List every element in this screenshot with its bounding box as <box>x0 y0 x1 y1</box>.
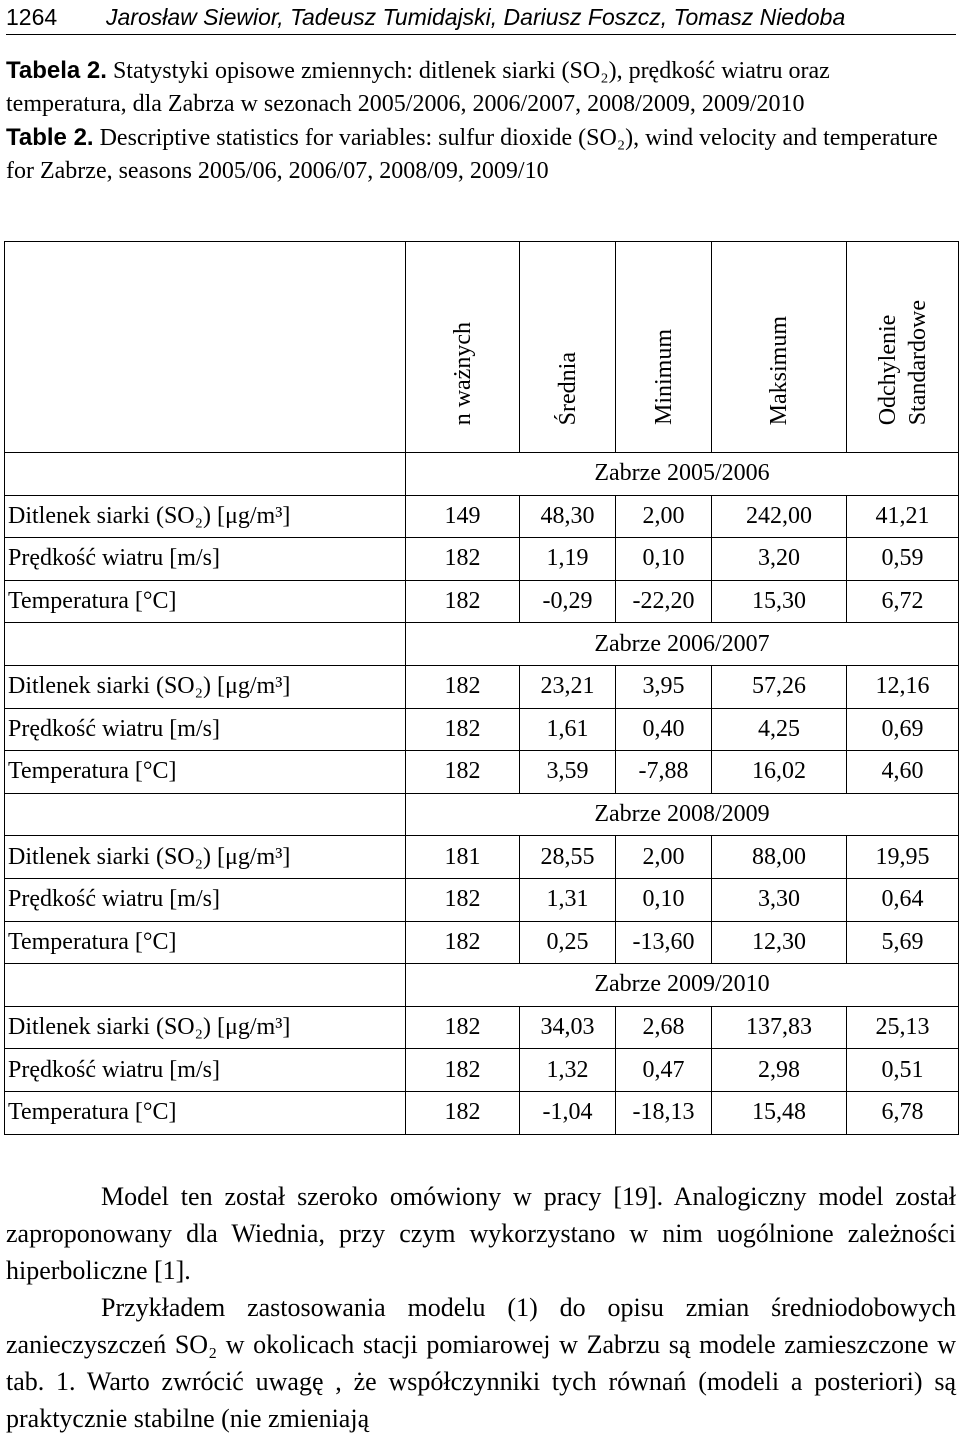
body-text <box>6 1178 956 1437</box>
row-label: Ditlenek siarki (SO₂) [μg/m³] <box>5 1006 406 1049</box>
section-header-row <box>5 793 959 836</box>
table-cell: 88,00 <box>712 836 847 879</box>
section-empty-cell <box>5 964 406 1007</box>
table-row <box>5 751 959 794</box>
table-row <box>5 921 959 964</box>
table-cell: 182 <box>406 1049 520 1092</box>
table-cell: 3,30 <box>712 878 847 921</box>
header-maximum: Maksimum <box>712 242 847 453</box>
table-cell: 2,68 <box>616 1006 712 1049</box>
row-label: Prędkość wiatru [m/s] <box>5 538 406 581</box>
table-cell: 0,59 <box>847 538 959 581</box>
section-empty-cell <box>5 793 406 836</box>
table-cell: 4,25 <box>712 708 847 751</box>
paragraph-1: Model ten został szeroko omówiony w pracy [19]. Analogiczny model został zaproponowany dla Wiednia, przy czym wykorzystano w nim uogólnione zależności hiperboliczne [1]. <box>6 1182 956 1285</box>
caption-polish-label: Tabela 2. <box>6 57 107 84</box>
table-cell: -0,29 <box>520 580 616 623</box>
table-cell: -1,04 <box>520 1091 616 1134</box>
section-empty-cell <box>5 623 406 666</box>
table-cell: 0,64 <box>847 878 959 921</box>
table-cell: 0,51 <box>847 1049 959 1092</box>
table-cell: 2,00 <box>616 836 712 879</box>
table-cell: 3,59 <box>520 751 616 794</box>
table-cell: 182 <box>406 878 520 921</box>
table-cell: -7,88 <box>616 751 712 794</box>
table-row <box>5 1091 959 1134</box>
table-cell: 2,98 <box>712 1049 847 1092</box>
row-label: Temperatura [°C] <box>5 1091 406 1134</box>
table-cell: 182 <box>406 1091 520 1134</box>
section-header-row <box>5 623 959 666</box>
table-cell: 0,25 <box>520 921 616 964</box>
table-cell: 137,83 <box>712 1006 847 1049</box>
authors: Jarosław Siewior, Tadeusz Tumidajski, Dariusz Foszcz, Tomasz Niedoba <box>106 3 846 30</box>
table-row <box>5 1049 959 1092</box>
table-cell: 0,69 <box>847 708 959 751</box>
table-cell: 182 <box>406 1006 520 1049</box>
table-cell: 15,30 <box>712 580 847 623</box>
statistics-table <box>4 241 959 1135</box>
caption-polish <box>6 54 956 121</box>
table-row <box>5 665 959 708</box>
table-cell: 6,78 <box>847 1091 959 1134</box>
table-cell: 12,30 <box>712 921 847 964</box>
section-header-row <box>5 453 959 496</box>
table-cell: 4,60 <box>847 751 959 794</box>
table-cell: 16,02 <box>712 751 847 794</box>
table-row <box>5 580 959 623</box>
section-title: Zabrze 2005/2006 <box>406 453 959 496</box>
section-title: Zabrze 2009/2010 <box>406 964 959 1007</box>
row-label: Ditlenek siarki (SO₂) [μg/m³] <box>5 836 406 879</box>
table-row <box>5 495 959 538</box>
table-cell: 57,26 <box>712 665 847 708</box>
table-cell: 6,72 <box>847 580 959 623</box>
row-label: Ditlenek siarki (SO₂) [μg/m³] <box>5 665 406 708</box>
row-label: Prędkość wiatru [m/s] <box>5 708 406 751</box>
table-cell: 182 <box>406 708 520 751</box>
table-row <box>5 878 959 921</box>
table-cell: 182 <box>406 751 520 794</box>
row-label: Temperatura [°C] <box>5 921 406 964</box>
table-cell: 25,13 <box>847 1006 959 1049</box>
table-cell: 34,03 <box>520 1006 616 1049</box>
table-cell: 1,32 <box>520 1049 616 1092</box>
table-cell: 1,61 <box>520 708 616 751</box>
table-cell: 0,10 <box>616 878 712 921</box>
table-cell: 41,21 <box>847 495 959 538</box>
section-header-row <box>5 964 959 1007</box>
page-number: 1264 <box>6 3 58 30</box>
table-cell: 182 <box>406 580 520 623</box>
table-cell: 5,69 <box>847 921 959 964</box>
table-cell: 182 <box>406 921 520 964</box>
header-minimum: Minimum <box>616 242 712 453</box>
table-cell: 182 <box>406 538 520 581</box>
caption-polish-text: Statystyki opisowe zmiennych: ditlenek siarki (SO₂), prędkość wiatru oraz temperatura, dla Zabrza w sezonach 2005/2006, 2006/2007, 2008/2009, 2009/2010 <box>6 58 830 117</box>
row-label: Temperatura [°C] <box>5 751 406 794</box>
table-cell: 1,31 <box>520 878 616 921</box>
table-cell: 181 <box>406 836 520 879</box>
table-cell: 242,00 <box>712 495 847 538</box>
table-cell: 149 <box>406 495 520 538</box>
section-empty-cell <box>5 453 406 496</box>
header-n-valid: n ważnych <box>406 242 520 453</box>
table-cell: 0,10 <box>616 538 712 581</box>
section-title: Zabrze 2008/2009 <box>406 793 959 836</box>
table-cell: 3,95 <box>616 665 712 708</box>
table-row <box>5 708 959 751</box>
row-label: Ditlenek siarki (SO₂) [μg/m³] <box>5 495 406 538</box>
caption-english <box>6 121 956 188</box>
table-cell: 15,48 <box>712 1091 847 1134</box>
table-cell: 182 <box>406 665 520 708</box>
table-cell: 12,16 <box>847 665 959 708</box>
table-cell: 3,20 <box>712 538 847 581</box>
table-cell: 1,19 <box>520 538 616 581</box>
table-cell: 48,30 <box>520 495 616 538</box>
caption-english-text: Descriptive statistics for variables: sulfur dioxide (SO₂), wind velocity and temperature for Zabrze, seasons 2005/06, 2006/07, 2008/09, 2009/10 <box>6 125 938 184</box>
table-header-row <box>5 242 959 453</box>
table-cell: 0,47 <box>616 1049 712 1092</box>
row-label: Temperatura [°C] <box>5 580 406 623</box>
table-row <box>5 538 959 581</box>
running-head <box>6 0 956 35</box>
paragraph-2: Przykładem zastosowania modelu (1) do opisu zmian średniodobowych zanieczyszczeń SO₂ w okolicach stacji pomiarowej w Zabrzu są modele zamieszczone w tab. 1. Warto zwrócić uwagę , że współczynniki tych równań (modeli a posteriori) są praktycznie stabilne (nie zmieniają <box>6 1293 956 1433</box>
table-cell: 0,40 <box>616 708 712 751</box>
section-title: Zabrze 2006/2007 <box>406 623 959 666</box>
table-captions <box>6 54 956 188</box>
caption-english-label: Table 2. <box>6 124 94 151</box>
table-cell: -13,60 <box>616 921 712 964</box>
table-cell: -18,13 <box>616 1091 712 1134</box>
table-cell: 23,21 <box>520 665 616 708</box>
table-cell: 19,95 <box>847 836 959 879</box>
table-cell: 28,55 <box>520 836 616 879</box>
row-label: Prędkość wiatru [m/s] <box>5 1049 406 1092</box>
header-mean: Średnia <box>520 242 616 453</box>
header-empty-cell <box>5 242 406 453</box>
table-row <box>5 836 959 879</box>
row-label: Prędkość wiatru [m/s] <box>5 878 406 921</box>
table-cell: 2,00 <box>616 495 712 538</box>
header-std-dev: Odchylenie Standardowe <box>847 242 959 453</box>
table-row <box>5 1006 959 1049</box>
table-cell: -22,20 <box>616 580 712 623</box>
